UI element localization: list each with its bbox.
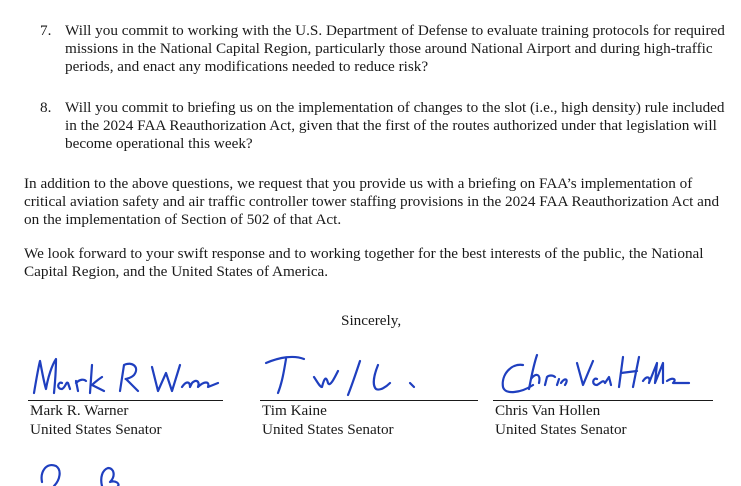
signature-block-kaine — [260, 353, 480, 438]
signatory-name: Chris Van Hollen — [495, 402, 601, 419]
briefing-request-paragraph: In addition to the above questions, we request that you provide us with a briefing on FAA’s implementation of critical aviation safety and air traffic controller tower staffing provisions in the 2024 FAA Reauthorization Act and on the implementation of Section of 502 of that Act. — [24, 175, 720, 228]
signature-line — [493, 400, 713, 401]
signature-warner-image — [28, 353, 228, 399]
signature-van-hollen-image — [493, 353, 713, 399]
closing-salutation: Sincerely, — [341, 312, 402, 329]
question-text: Will you commit to briefing us on the implementation of changes to the slot (i.e., high density) rule included in the 2024 FAA Reauthorization Act, given that the first of the routes authorized under that legislation will become operational this week? — [65, 99, 725, 152]
question-text: Will you commit to working with the U.S. Department of Defense to evaluate training protocols for required missions in the National Capital Region, particularly those around National Airport and during high-traffic periods, and enact any modifications needed to reduce risk? — [65, 22, 725, 75]
signature-line — [28, 400, 223, 401]
signature-line — [260, 400, 478, 401]
signature-block-warner — [28, 353, 248, 438]
signature-kaine-image — [260, 353, 460, 399]
signatory-title: United States Senator — [30, 421, 162, 438]
partial-signature-image — [30, 456, 150, 486]
signatory-title: United States Senator — [262, 421, 394, 438]
question-number: 8. — [40, 99, 52, 116]
question-number: 7. — [40, 22, 52, 39]
signature-block-van-hollen — [493, 353, 713, 438]
signatory-name: Tim Kaine — [262, 402, 327, 419]
signatory-name: Mark R. Warner — [30, 402, 129, 419]
closing-paragraph: We look forward to your swift response and to working together for the best interests of the public, the National Capital Region, and the United States of America. — [24, 245, 704, 280]
signatory-title: United States Senator — [495, 421, 627, 438]
